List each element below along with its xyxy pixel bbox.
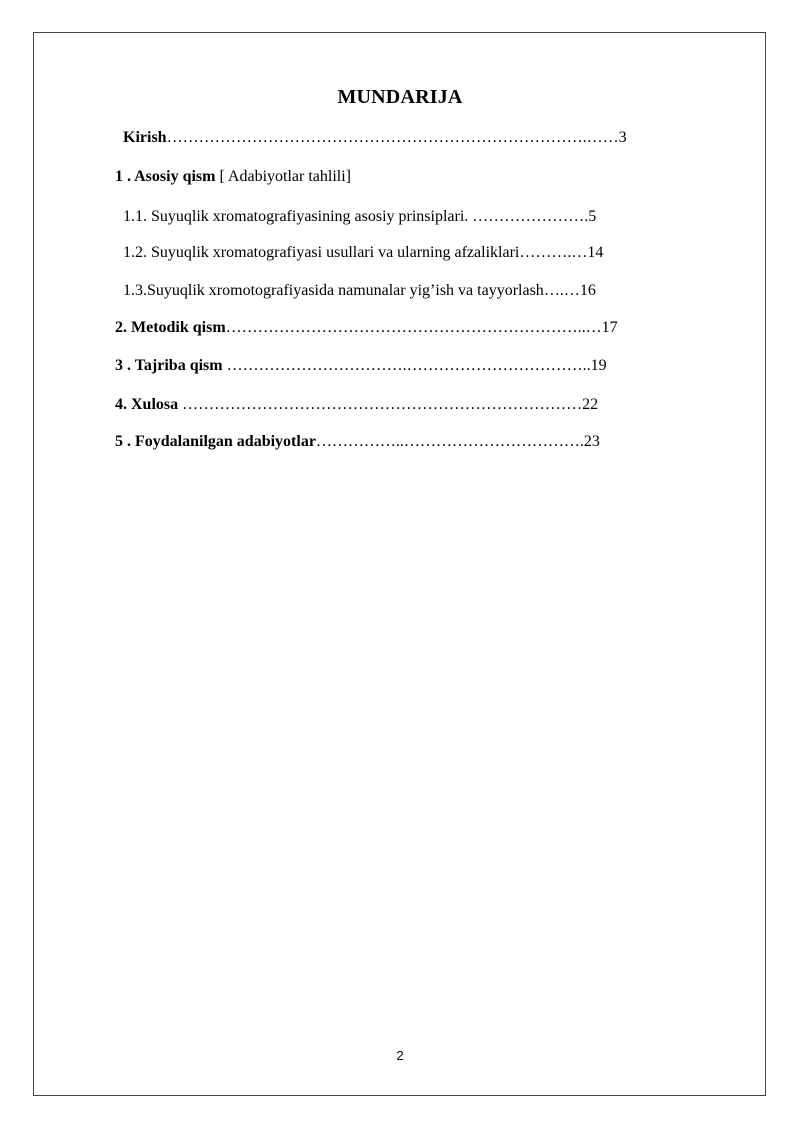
toc-leader: …………………………………………………………………….…… — [166, 129, 619, 146]
page-border — [33, 32, 766, 1096]
toc-entry-bold: 1 . Asosiy qism — [115, 168, 216, 185]
toc-leader: ……….… — [519, 244, 588, 261]
toc-entry-text: 1.3.Suyuqlik xromotografiyasida namunalar yig’ish va tayyorlash — [123, 282, 544, 299]
toc-page-number: 3 — [618, 129, 627, 146]
toc-entry-tajriba-qism[interactable] — [115, 356, 607, 376]
footer-page-number: 2 — [396, 1048, 404, 1063]
toc-leader: ….… — [543, 282, 580, 299]
toc-entry-bold: 3 . Tajriba qism — [115, 357, 223, 374]
toc-page-number: 16 — [579, 282, 596, 299]
toc-entry-kirish[interactable] — [123, 128, 627, 148]
toc-page-number: 22 — [582, 396, 599, 413]
toc-leader: …………………………………………………………..… — [225, 319, 602, 336]
toc-entry-1-1[interactable] — [123, 207, 596, 227]
toc-entry-bold: Kirish — [123, 129, 167, 146]
document-title: MUNDARIJA — [337, 86, 463, 108]
toc-leader: ………………………………………………………………… — [182, 396, 583, 413]
toc-leader: ……………..……………………………. — [315, 433, 584, 450]
toc-entry-foydalanilgan-adabiyotlar[interactable] — [115, 432, 600, 452]
toc-leader: …………………. — [472, 208, 589, 225]
toc-entry-text: [ Adabiyotlar tahlili] — [215, 168, 351, 185]
toc-entry-bold: 2. Metodik qism — [115, 319, 226, 336]
toc-page-number: 23 — [583, 433, 600, 450]
toc-entry-1-3[interactable] — [123, 281, 596, 301]
toc-entry-bold: 5 . Foydalanilgan adabiyotlar — [115, 433, 316, 450]
toc-leader: …………………………….…………………………….. — [226, 357, 591, 374]
toc-entry-xulosa[interactable] — [115, 395, 598, 415]
toc-entry-bold: 4. Xulosa — [115, 396, 179, 413]
toc-page-number: 5 — [588, 208, 597, 225]
toc-page-number: 17 — [601, 319, 618, 336]
toc-entry-1-2[interactable] — [123, 243, 603, 263]
toc-page-number: 14 — [587, 244, 604, 261]
toc-entry-text: 1.2. Suyuqlik xromatografiyasi usullari va ularning afzaliklari — [123, 244, 520, 261]
toc-entry-metodik-qism[interactable] — [115, 318, 618, 338]
toc-page-number: 19 — [590, 357, 607, 374]
toc-entry-asosiy-qism[interactable] — [115, 167, 351, 187]
toc-entry-text: 1.1. Suyuqlik xromatografiyasining asosiy prinsiplari. — [123, 208, 473, 225]
